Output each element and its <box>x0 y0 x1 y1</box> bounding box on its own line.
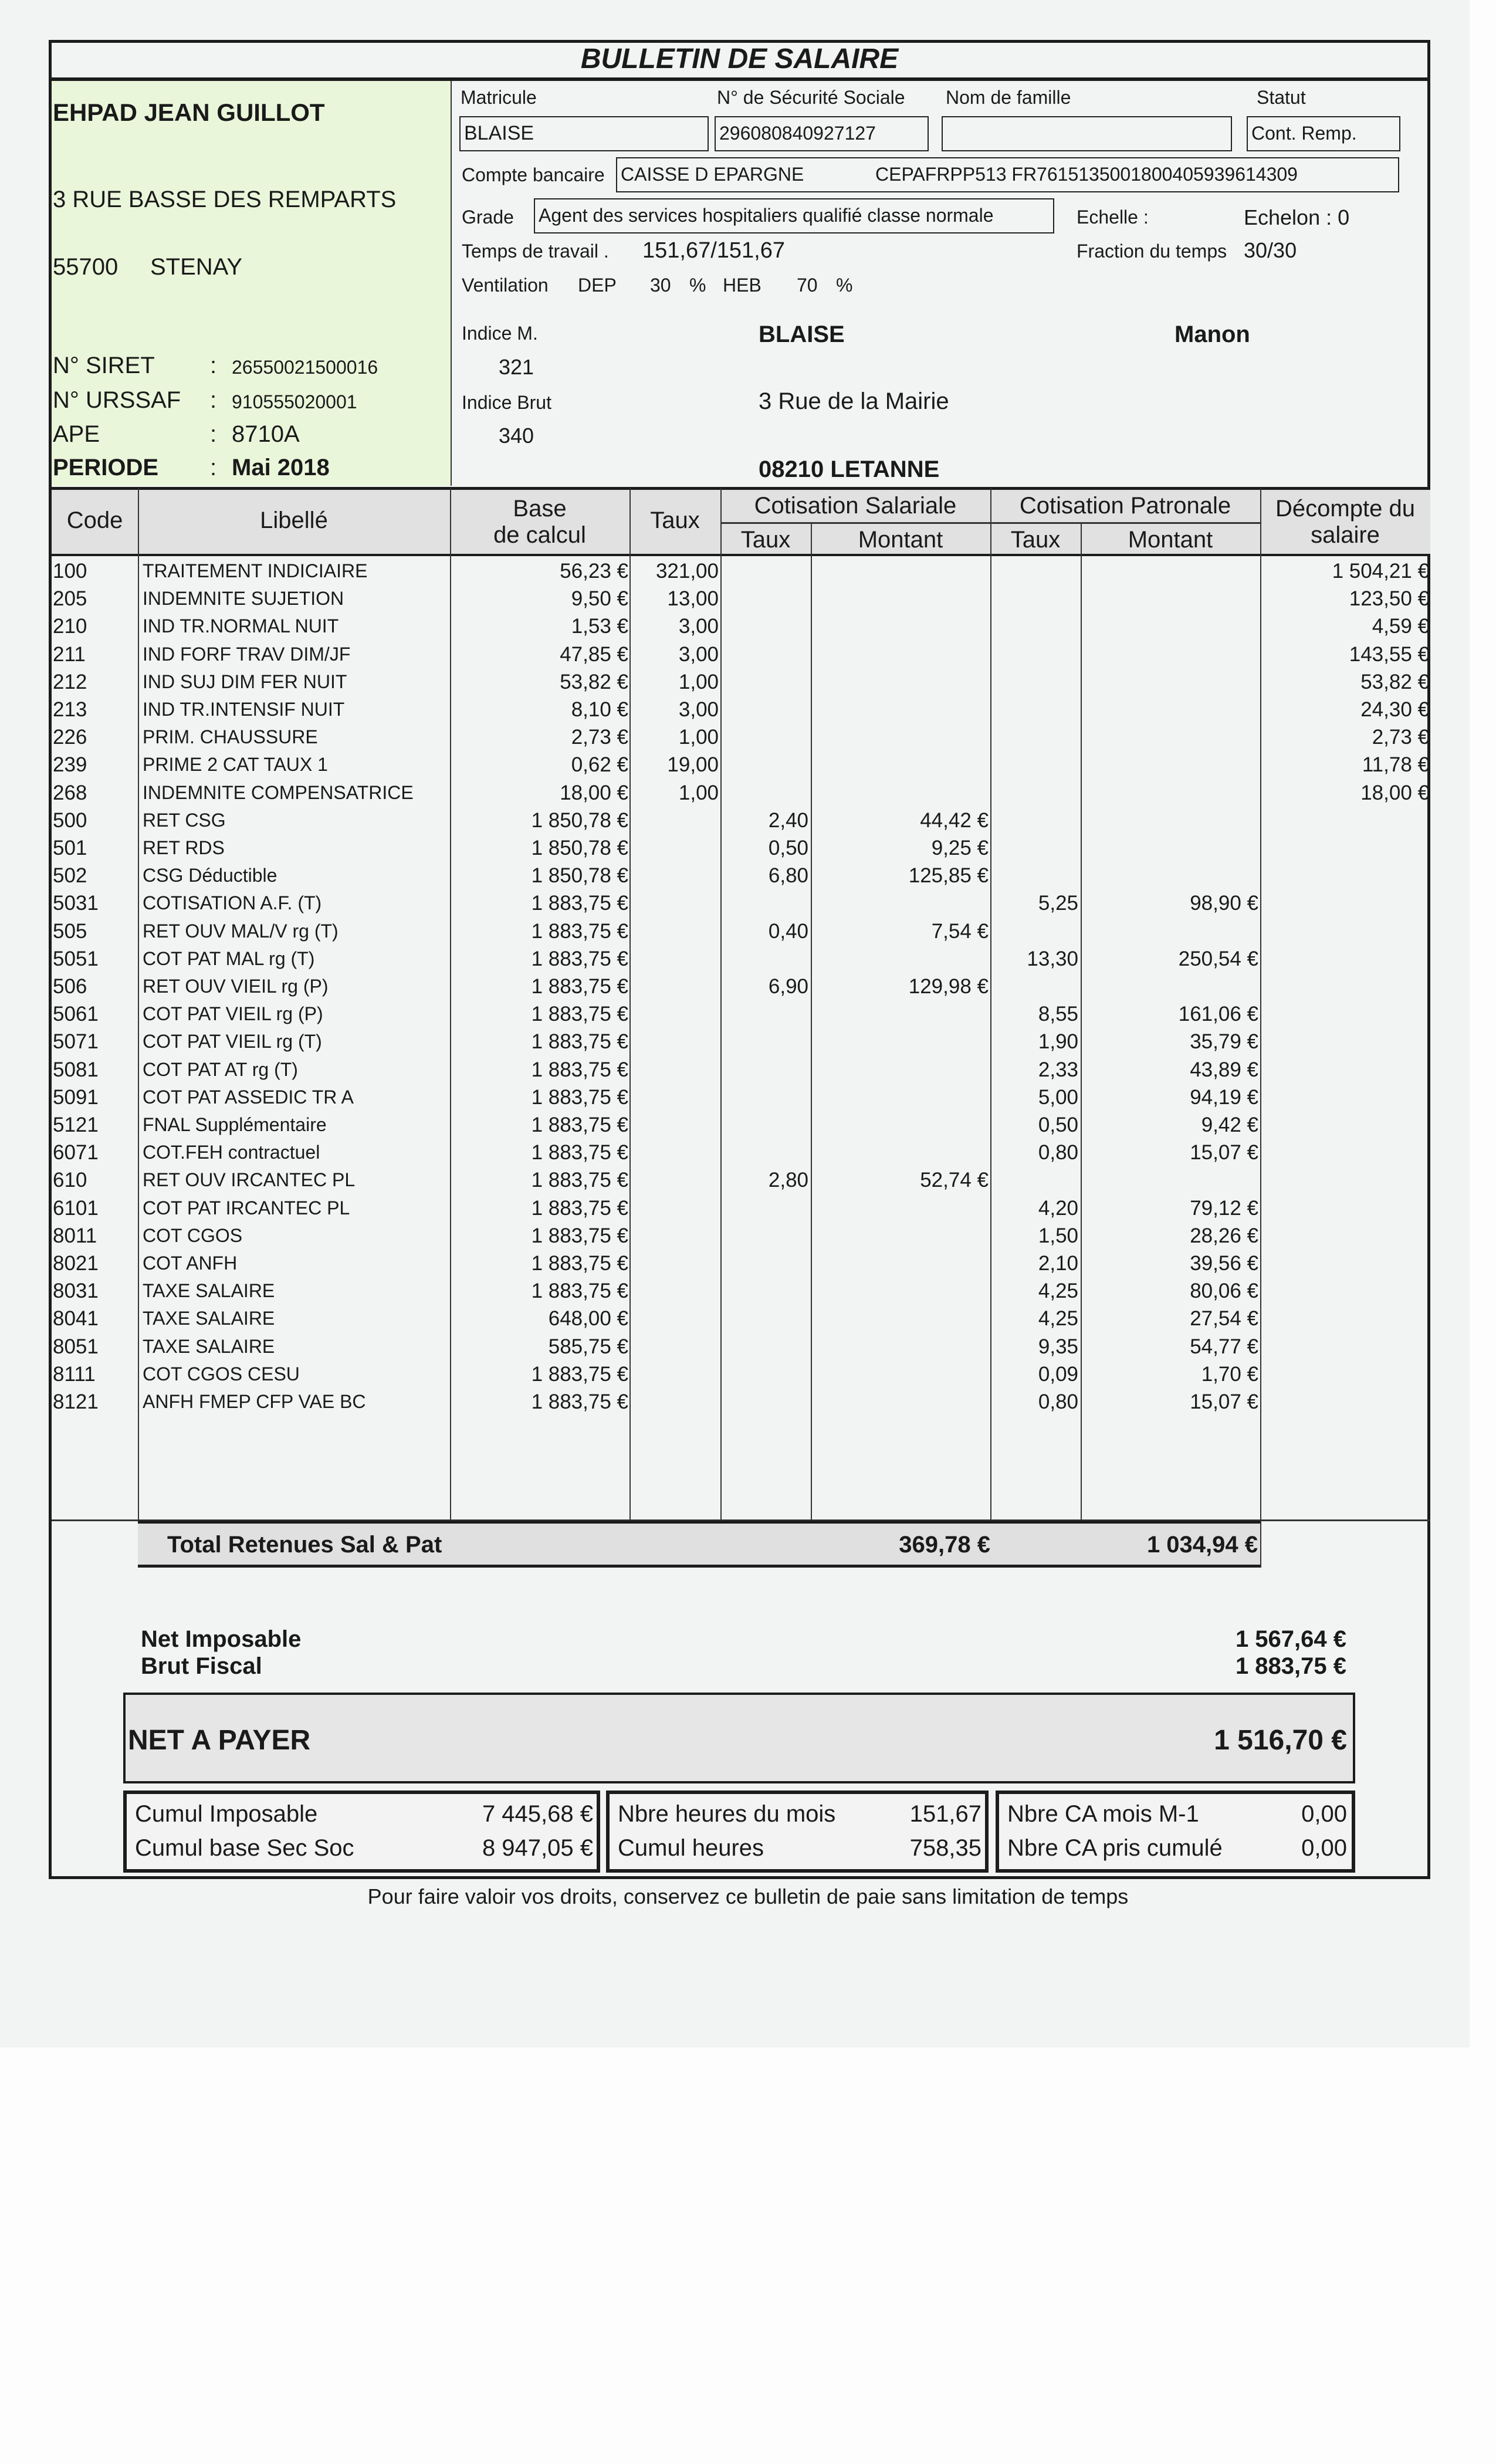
table-row <box>52 918 1430 945</box>
net-imposable-value: 1 567,64 € <box>1235 1626 1346 1652</box>
cell-base: 1 883,75 € <box>531 1362 628 1386</box>
nom-famille-field <box>942 116 1232 151</box>
cell-sal-montant: 7,54 € <box>931 919 989 943</box>
cumul-box-imposable <box>123 1791 600 1873</box>
cell-libelle: IND TR.NORMAL NUIT <box>143 615 339 637</box>
brut-fiscal-label: Brut Fiscal <box>141 1653 262 1679</box>
cell-code: 210 <box>53 615 87 638</box>
cell-code: 5071 <box>53 1030 99 1054</box>
cell-sal-montant: 125,85 € <box>908 864 989 888</box>
cell-base: 1 883,75 € <box>531 1003 628 1026</box>
cell-decompte: 53,82 € <box>1360 670 1429 693</box>
table-row <box>52 862 1430 889</box>
table-row <box>52 1111 1430 1139</box>
cell-decompte: 11,78 € <box>1362 753 1429 777</box>
cell-pat-taux: 4,25 <box>1038 1307 1078 1331</box>
cell-base: 1 883,75 € <box>531 1085 628 1109</box>
table-row <box>52 1166 1430 1194</box>
cell-libelle: PRIME 2 CAT TAUX 1 <box>143 754 328 776</box>
cell-sal-taux: 6,90 <box>768 975 808 998</box>
cell-pat-taux: 4,25 <box>1038 1280 1078 1303</box>
indice-brut-label: Indice Brut <box>462 392 551 413</box>
table-row <box>52 1139 1430 1166</box>
secu-label: N° de Sécurité Sociale <box>717 87 905 108</box>
cell-taux: 1,00 <box>678 670 719 693</box>
nom-famille-label: Nom de famille <box>946 87 1071 108</box>
ventilation-heb-pct: 70 <box>797 275 818 296</box>
cell-pat-taux: 5,25 <box>1038 892 1078 915</box>
cell-sal-taux: 2,40 <box>768 808 808 832</box>
cell-code: 6071 <box>53 1141 99 1165</box>
cell-base: 1 850,78 € <box>531 837 628 859</box>
col-sal-taux: Taux <box>740 527 791 553</box>
cell-code: 226 <box>53 726 87 749</box>
grade-label: Grade <box>462 207 514 228</box>
cell-pat-montant: 28,26 € <box>1190 1224 1258 1247</box>
cell-base: 585,75 € <box>548 1335 628 1358</box>
cell-decompte: 123,50 € <box>1349 587 1429 611</box>
cell-pat-taux: 9,35 <box>1038 1335 1078 1358</box>
cell-base: 53,82 € <box>560 670 628 693</box>
cell-sal-montant: 129,98 € <box>908 975 989 998</box>
ventilation-dep: DEP <box>578 275 617 296</box>
table-row <box>52 1388 1430 1416</box>
col-cot-salariale: Cotisation Salariale <box>754 493 957 519</box>
cell-sal-taux: 0,40 <box>768 919 808 943</box>
cell-libelle: COT ANFH <box>143 1253 238 1274</box>
brut-fiscal-value: 1 883,75 € <box>1235 1653 1346 1679</box>
cell-code: 5051 <box>53 947 99 970</box>
cell-code: 8051 <box>53 1335 99 1358</box>
cell-code: 213 <box>53 698 87 721</box>
cumul-box-ca <box>996 1791 1355 1873</box>
cell-pat-montant: 15,07 € <box>1190 1141 1258 1165</box>
cell-code: 205 <box>53 587 87 611</box>
cell-libelle: TRAITEMENT INDICIAIRE <box>143 560 368 581</box>
cell-base: 1 883,75 € <box>531 947 628 970</box>
secu-field: 296080840927127 <box>715 116 929 151</box>
cell-code: 239 <box>53 753 87 777</box>
cell-base: 1 883,75 € <box>531 1169 628 1192</box>
cell-libelle: COT PAT IRCANTEC PL <box>143 1197 350 1219</box>
cell-libelle: RET OUV MAL/V rg (T) <box>143 920 339 942</box>
table-row <box>52 1028 1430 1055</box>
cell-pat-taux: 0,50 <box>1038 1113 1078 1136</box>
cell-code: 506 <box>53 975 87 998</box>
cell-decompte: 18,00 € <box>1360 781 1429 804</box>
cell-code: 610 <box>53 1169 87 1192</box>
cell-code: 5121 <box>53 1113 99 1136</box>
cell-libelle: RET RDS <box>143 837 225 858</box>
col-libelle: Libellé <box>260 507 328 533</box>
temps-value: 151,67/151,67 <box>642 238 786 263</box>
table-row <box>52 1194 1430 1222</box>
cell-libelle: RET OUV IRCANTEC PL <box>143 1169 356 1191</box>
cell-sal-taux: 6,80 <box>768 864 808 888</box>
cumul-heures-value: 758,35 <box>909 1835 981 1861</box>
cell-code: 8011 <box>53 1224 97 1247</box>
table-row <box>52 834 1430 862</box>
cell-libelle: TAXE SALAIRE <box>143 1308 275 1329</box>
grade-field: Agent des services hospitaliers qualifié classe normale <box>534 198 1054 233</box>
cell-sal-taux: 0,50 <box>768 837 808 859</box>
ca-m1-label: Nbre CA mois M-1 <box>1007 1801 1199 1827</box>
cell-libelle: ANFH FMEP CFP VAE BC <box>143 1391 366 1412</box>
cell-code: 501 <box>53 837 87 859</box>
cell-libelle: RET CSG <box>143 809 226 831</box>
net-imposable-label: Net Imposable <box>141 1626 302 1652</box>
cell-base: 1 883,75 € <box>531 1058 628 1081</box>
cell-pat-montant: 1,70 € <box>1201 1362 1258 1386</box>
echelle-label: Echelle : <box>1077 207 1149 228</box>
cell-taux: 3,00 <box>678 698 719 721</box>
totals-patronal: 1 034,94 € <box>1146 1532 1258 1558</box>
col-taux: Taux <box>650 507 700 533</box>
cell-pat-montant: 98,90 € <box>1190 892 1258 915</box>
cell-code: 5091 <box>53 1085 99 1109</box>
cell-libelle: TAXE SALAIRE <box>143 1280 275 1302</box>
cell-taux: 321,00 <box>655 560 719 583</box>
cell-pat-montant: 27,54 € <box>1190 1307 1258 1331</box>
indice-m-value: 321 <box>499 355 534 379</box>
employee-last-name: BLAISE <box>759 321 845 347</box>
table-row <box>52 641 1430 668</box>
cumul-box-heures <box>606 1791 989 1873</box>
cumul-base-label: Cumul base Sec Soc <box>135 1835 354 1861</box>
table-row <box>52 1250 1430 1277</box>
cell-base: 9,50 € <box>571 587 628 611</box>
table-row <box>52 807 1430 834</box>
table-row <box>52 1333 1430 1360</box>
cell-libelle: INDEMNITE SUJETION <box>143 588 344 610</box>
periode-value: Mai 2018 <box>232 455 330 480</box>
col-pat-montant: Montant <box>1128 527 1213 553</box>
table-row <box>52 1277 1430 1305</box>
cell-base: 1 883,75 € <box>531 892 628 915</box>
table-row <box>52 945 1430 973</box>
cell-code: 5081 <box>53 1058 99 1081</box>
fraction-value: 30/30 <box>1244 238 1297 262</box>
ape-label: APE <box>53 421 100 447</box>
siret-label: N° SIRET <box>53 353 155 378</box>
cell-base: 2,73 € <box>571 726 628 749</box>
table-row <box>52 751 1430 779</box>
cell-pat-taux: 1,50 <box>1038 1224 1078 1247</box>
net-a-payer-box <box>123 1693 1355 1783</box>
urssaf-sep: : <box>210 387 217 413</box>
col-code: Code <box>66 507 123 533</box>
table-row <box>52 696 1430 723</box>
cell-base: 648,00 € <box>548 1307 628 1331</box>
cell-base: 1 883,75 € <box>531 1252 628 1275</box>
employer-city: STENAY <box>150 254 243 280</box>
cell-libelle: TAXE SALAIRE <box>143 1335 275 1357</box>
cumul-heures-label: Cumul heures <box>618 1835 764 1861</box>
cell-sal-taux: 2,80 <box>768 1169 808 1192</box>
cell-pat-taux: 0,09 <box>1038 1362 1078 1386</box>
cell-code: 5031 <box>53 892 99 915</box>
table-row <box>52 1360 1430 1388</box>
cell-sal-montant: 9,25 € <box>931 837 989 859</box>
cell-base: 1 850,78 € <box>531 864 628 888</box>
totals-salarial: 369,78 € <box>899 1532 990 1558</box>
cell-libelle: RET OUV VIEIL rg (P) <box>143 976 329 997</box>
employee-first-name: Manon <box>1175 321 1250 347</box>
cell-code: 212 <box>53 670 87 693</box>
cell-pat-taux: 5,00 <box>1038 1085 1078 1109</box>
cell-code: 500 <box>53 808 87 832</box>
cell-taux: 3,00 <box>678 615 719 638</box>
cell-pat-montant: 94,19 € <box>1190 1085 1258 1109</box>
ventilation-label: Ventilation <box>462 275 549 296</box>
cell-base: 1 883,75 € <box>531 1141 628 1165</box>
cell-pat-taux: 4,20 <box>1038 1196 1078 1220</box>
cell-pat-montant: 43,89 € <box>1190 1058 1258 1081</box>
cell-decompte: 2,73 € <box>1372 726 1429 749</box>
cell-libelle: INDEMNITE COMPENSATRICE <box>143 781 414 803</box>
ca-pris-value: 0,00 <box>1301 1835 1347 1861</box>
temps-label: Temps de travail . <box>462 241 609 262</box>
col-pat-taux: Taux <box>1010 527 1061 553</box>
cell-pat-taux: 2,10 <box>1038 1252 1078 1275</box>
cell-libelle: COT CGOS <box>143 1224 243 1246</box>
table-row <box>52 1056 1430 1084</box>
employee-street: 3 Rue de la Mairie <box>759 388 949 414</box>
ventilation-pct-sign: % <box>836 275 853 296</box>
cell-base: 1 883,75 € <box>531 1390 628 1413</box>
cell-libelle: COT PAT ASSEDIC TR A <box>143 1086 354 1108</box>
cumul-base-value: 8 947,05 € <box>482 1835 593 1861</box>
cell-decompte: 24,30 € <box>1360 698 1429 721</box>
cell-taux: 1,00 <box>678 781 719 804</box>
net-a-payer-value: 1 516,70 € <box>1214 1725 1347 1756</box>
cell-base: 1 883,75 € <box>531 1224 628 1247</box>
cell-code: 505 <box>53 919 87 943</box>
table-row <box>52 1305 1430 1332</box>
employee-city: 08210 LETANNE <box>759 456 940 482</box>
cell-pat-taux: 0,80 <box>1038 1141 1078 1165</box>
table-row <box>52 557 1430 585</box>
cell-taux: 19,00 <box>667 753 719 777</box>
cell-libelle: COT PAT AT rg (T) <box>143 1058 298 1080</box>
siret-value: 26550021500016 <box>232 357 378 378</box>
cell-libelle: PRIM. CHAUSSURE <box>143 726 318 748</box>
heures-mois-value: 151,67 <box>909 1801 981 1827</box>
cell-pat-montant: 39,56 € <box>1190 1252 1258 1275</box>
cell-libelle: COTISATION A.F. (T) <box>143 892 322 914</box>
compte-field <box>616 157 1399 192</box>
cell-pat-montant: 15,07 € <box>1190 1390 1258 1413</box>
page-title: BULLETIN DE SALAIRE <box>49 40 1430 81</box>
bank-name: CAISSE D EPARGNE <box>621 164 804 185</box>
cell-code: 268 <box>53 781 87 804</box>
ventilation-pct-sign: % <box>689 275 706 296</box>
cell-pat-montant: 79,12 € <box>1190 1196 1258 1220</box>
cell-base: 1 883,75 € <box>531 1030 628 1054</box>
col-cot-patronale: Cotisation Patronale <box>1019 493 1231 519</box>
ape-value: 8710A <box>232 421 300 447</box>
footer-notice: Pour faire valoir vos droits, conservez ce bulletin de paie sans limitation de temps <box>367 1884 1129 1908</box>
cell-base: 1,53 € <box>571 615 628 638</box>
table-row <box>52 723 1430 751</box>
cell-base: 56,23 € <box>560 560 628 583</box>
cell-pat-montant: 9,42 € <box>1201 1113 1258 1136</box>
table-row <box>52 779 1430 807</box>
cell-taux: 3,00 <box>678 642 719 666</box>
cell-libelle: COT.FEH contractuel <box>143 1142 320 1163</box>
table-row <box>52 889 1430 917</box>
cell-taux: 1,00 <box>678 726 719 749</box>
cell-decompte: 143,55 € <box>1349 642 1429 666</box>
iban-value: CEPAFRPP513 FR7615135001800405939614309 <box>875 164 1298 185</box>
cell-pat-montant: 35,79 € <box>1190 1030 1258 1054</box>
cell-base: 0,62 € <box>571 753 628 777</box>
cell-code: 100 <box>53 560 87 583</box>
cumul-imposable-value: 7 445,68 € <box>482 1801 593 1827</box>
compte-label: Compte bancaire <box>462 164 605 185</box>
col-decompte: Décompte du <box>1275 496 1415 522</box>
indice-brut-value: 340 <box>499 424 534 448</box>
urssaf-value: 910555020001 <box>232 391 357 412</box>
table-row <box>52 585 1430 612</box>
cell-libelle: COT PAT VIEIL rg (T) <box>143 1031 322 1052</box>
cell-code: 5061 <box>53 1003 99 1026</box>
siret-sep: : <box>210 353 217 378</box>
cell-sal-montant: 52,74 € <box>920 1169 989 1192</box>
cell-base: 1 883,75 € <box>531 1196 628 1220</box>
cell-base: 8,10 € <box>571 698 628 721</box>
col-base-2: de calcul <box>493 522 586 548</box>
fraction-label: Fraction du temps <box>1077 241 1227 262</box>
cell-code: 8031 <box>53 1280 99 1303</box>
cell-pat-montant: 54,77 € <box>1190 1335 1258 1358</box>
cell-pat-montant: 161,06 € <box>1178 1003 1258 1026</box>
cell-base: 18,00 € <box>560 781 628 804</box>
col-sal-montant: Montant <box>858 527 943 553</box>
cell-libelle: COT PAT VIEIL rg (P) <box>143 1003 323 1025</box>
cell-libelle: FNAL Supplémentaire <box>143 1114 327 1135</box>
indice-m-label: Indice M. <box>462 323 538 344</box>
ca-m1-value: 0,00 <box>1301 1801 1347 1827</box>
table-row <box>52 612 1430 640</box>
employer-panel <box>52 81 452 486</box>
cell-base: 1 883,75 € <box>531 975 628 998</box>
cell-code: 6101 <box>53 1196 99 1220</box>
cell-pat-montant: 250,54 € <box>1178 947 1258 970</box>
cell-taux: 13,00 <box>667 587 719 611</box>
table-row <box>52 1222 1430 1250</box>
cell-decompte: 1 504,21 € <box>1332 560 1429 583</box>
statut-field: Cont. Remp. <box>1247 116 1400 151</box>
col-base: Base <box>513 496 567 522</box>
cell-libelle: COT PAT MAL rg (T) <box>143 947 315 969</box>
table-row <box>52 1000 1430 1028</box>
heures-mois-label: Nbre heures du mois <box>618 1801 836 1827</box>
cell-code: 8121 <box>53 1390 99 1413</box>
cell-code: 502 <box>53 864 87 888</box>
cell-base: 47,85 € <box>560 642 628 666</box>
employer-name: EHPAD JEAN GUILLOT <box>53 99 325 126</box>
echelon-label: Echelon : 0 <box>1244 205 1350 229</box>
statut-label: Statut <box>1257 87 1306 108</box>
matricule-label: Matricule <box>461 87 537 108</box>
urssaf-label: N° URSSAF <box>53 387 181 413</box>
cell-libelle: IND FORF TRAV DIM/JF <box>143 643 351 665</box>
employer-postcode: 55700 <box>53 254 119 280</box>
ventilation-dep-pct: 30 <box>650 275 671 296</box>
matricule-field: BLAISE <box>459 116 709 151</box>
cumul-imposable-label: Cumul Imposable <box>135 1801 318 1827</box>
totals-row <box>138 1521 1260 1568</box>
periode-sep: : <box>210 455 217 480</box>
cell-libelle: IND TR.INTENSIF NUIT <box>143 699 345 720</box>
cell-code: 8041 <box>53 1307 99 1331</box>
cell-pat-taux: 2,33 <box>1038 1058 1078 1081</box>
table-row <box>52 973 1430 1000</box>
cell-pat-montant: 80,06 € <box>1190 1280 1258 1303</box>
cell-base: 1 883,75 € <box>531 1280 628 1303</box>
cell-pat-taux: 13,30 <box>1027 947 1078 970</box>
employer-address: 3 RUE BASSE DES REMPARTS <box>53 187 397 212</box>
cell-base: 1 883,75 € <box>531 1113 628 1136</box>
periode-label: PERIODE <box>53 455 159 480</box>
col-decompte-2: salaire <box>1311 522 1380 548</box>
cell-sal-montant: 44,42 € <box>920 808 989 832</box>
cell-pat-taux: 8,55 <box>1038 1003 1078 1026</box>
cell-base: 1 883,75 € <box>531 919 628 943</box>
cell-pat-taux: 1,90 <box>1038 1030 1078 1054</box>
cell-code: 8021 <box>53 1252 99 1275</box>
cell-libelle: CSG Déductible <box>143 865 277 886</box>
cell-code: 211 <box>53 642 86 666</box>
cell-libelle: IND SUJ DIM FER NUIT <box>143 671 347 692</box>
cell-code: 8111 <box>53 1362 96 1386</box>
totals-label: Total Retenues Sal & Pat <box>167 1532 442 1558</box>
table-row <box>52 668 1430 696</box>
cell-decompte: 4,59 € <box>1372 615 1429 638</box>
cell-libelle: COT CGOS CESU <box>143 1363 300 1385</box>
ape-sep: : <box>210 421 217 447</box>
net-a-payer-label: NET A PAYER <box>128 1725 311 1756</box>
cell-pat-taux: 0,80 <box>1038 1390 1078 1413</box>
ca-pris-label: Nbre CA pris cumulé <box>1007 1835 1223 1861</box>
table-row <box>52 1084 1430 1111</box>
ventilation-heb: HEB <box>723 275 761 296</box>
cell-base: 1 850,78 € <box>531 808 628 832</box>
